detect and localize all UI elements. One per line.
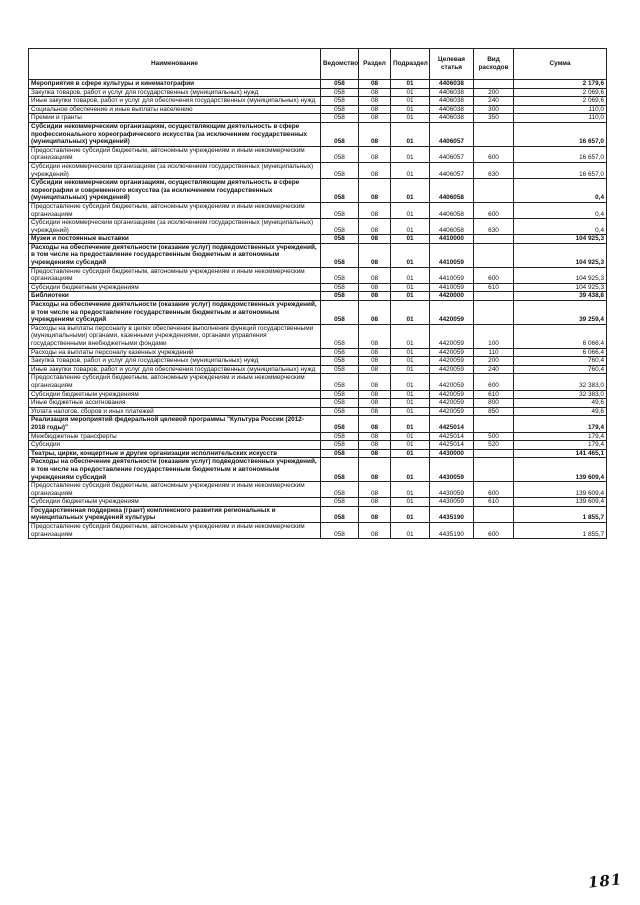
row-name-cell: Субсидии некоммерческим организациям (за исключением государственных (муниципальных) учреждений) <box>29 219 321 235</box>
row-name-cell: Субсидии некоммерческим организациям, осуществляющим деятельность в сфере хореографии и современного искусства (за исключением государственных (муниципальных) учреждений) <box>29 179 321 203</box>
table-row <box>29 219 607 235</box>
row-subsection-cell: 01 <box>391 146 430 162</box>
row-sum-cell: 0,4 <box>514 202 607 218</box>
row-dept-cell: 058 <box>321 80 359 89</box>
table-row <box>29 88 607 97</box>
row-name-cell: Реализация мероприятий федеральной целевой программы "Культура России (2012-2018 годы)" <box>29 416 321 432</box>
row-dept-cell: 058 <box>321 357 359 366</box>
row-subsection-cell: 01 <box>391 441 430 450</box>
row-target-cell: 4406057 <box>430 122 474 146</box>
row-exptype-cell: 500 <box>474 432 514 441</box>
row-sum-cell: 49,6 <box>514 407 607 416</box>
row-sum-cell: 139 609,4 <box>514 498 607 507</box>
row-exptype-cell: 600 <box>474 267 514 283</box>
row-name-cell: Закупка товаров, работ и услуг для государственных (муниципальных) нужд <box>29 357 321 366</box>
row-subsection-cell: 01 <box>391 267 430 283</box>
table-row <box>29 449 607 458</box>
row-section-cell: 08 <box>359 441 391 450</box>
row-subsection-cell: 01 <box>391 80 430 89</box>
row-dept-cell: 058 <box>321 235 359 244</box>
row-dept-cell: 058 <box>321 441 359 450</box>
row-subsection-cell: 01 <box>391 449 430 458</box>
row-exptype-cell: 600 <box>474 523 514 539</box>
row-section-cell: 08 <box>359 80 391 89</box>
row-section-cell: 08 <box>359 498 391 507</box>
row-section-cell: 08 <box>359 374 391 390</box>
page-number: 181 <box>587 870 624 892</box>
row-subsection-cell: 01 <box>391 179 430 203</box>
row-target-cell: 4420059 <box>430 399 474 408</box>
row-exptype-cell: 300 <box>474 105 514 114</box>
header-name: Наименование <box>29 49 321 80</box>
row-dept-cell: 058 <box>321 449 359 458</box>
row-sum-cell: 32 383,0 <box>514 374 607 390</box>
row-subsection-cell: 01 <box>391 506 430 522</box>
row-section-cell: 08 <box>359 179 391 203</box>
row-sum-cell: 0,4 <box>514 219 607 235</box>
table-row <box>29 482 607 498</box>
row-target-cell: 4406038 <box>430 105 474 114</box>
row-subsection-cell: 01 <box>391 432 430 441</box>
row-name-cell: Субсидии бюджетным учреждениям <box>29 498 321 507</box>
row-name-cell: Субсидии некоммерческим организациям, осуществляющим деятельность в сфере профессионального хореографического искусства (за исключением государственных (муниципальных) учреждений) <box>29 122 321 146</box>
row-sum-cell: 49,6 <box>514 399 607 408</box>
row-section-cell: 08 <box>359 301 391 325</box>
row-target-cell: 4420059 <box>430 374 474 390</box>
row-exptype-cell <box>474 235 514 244</box>
row-sum-cell: 104 925,3 <box>514 235 607 244</box>
row-target-cell: 4420059 <box>430 357 474 366</box>
row-target-cell: 4430059 <box>430 458 474 482</box>
row-dept-cell: 058 <box>321 219 359 235</box>
header-target: Целевая статья <box>430 49 474 80</box>
row-sum-cell: 39 259,4 <box>514 301 607 325</box>
row-exptype-cell: 600 <box>474 146 514 162</box>
row-exptype-cell <box>474 458 514 482</box>
row-target-cell: 4420059 <box>430 348 474 357</box>
row-subsection-cell: 01 <box>391 498 430 507</box>
row-exptype-cell: 200 <box>474 88 514 97</box>
row-section-cell: 08 <box>359 390 391 399</box>
header-dept: Ведомство <box>321 49 359 80</box>
row-dept-cell: 058 <box>321 97 359 106</box>
row-sum-cell: 16 657,0 <box>514 162 607 178</box>
row-name-cell: Предоставление субсидий бюджетным, автономным учреждениям и иным некоммерческим организациям <box>29 146 321 162</box>
row-subsection-cell: 01 <box>391 374 430 390</box>
row-exptype-cell: 240 <box>474 97 514 106</box>
row-section-cell: 08 <box>359 523 391 539</box>
row-dept-cell: 058 <box>321 365 359 374</box>
row-subsection-cell: 01 <box>391 219 430 235</box>
row-exptype-cell <box>474 122 514 146</box>
table-row <box>29 357 607 366</box>
budget-table-sheet <box>28 48 606 539</box>
row-subsection-cell: 01 <box>391 390 430 399</box>
table-row <box>29 407 607 416</box>
row-sum-cell: 139 609,4 <box>514 482 607 498</box>
row-subsection-cell: 01 <box>391 407 430 416</box>
row-subsection-cell: 01 <box>391 523 430 539</box>
row-section-cell: 08 <box>359 162 391 178</box>
header-exptype: Вид расходов <box>474 49 514 80</box>
row-name-cell: Предоставление субсидий бюджетным, автономным учреждениям и иным некоммерческим организациям <box>29 267 321 283</box>
row-target-cell: 4406038 <box>430 97 474 106</box>
table-row <box>29 390 607 399</box>
row-subsection-cell: 01 <box>391 324 430 348</box>
row-exptype-cell: 630 <box>474 219 514 235</box>
row-subsection-cell: 01 <box>391 243 430 267</box>
row-section-cell: 08 <box>359 202 391 218</box>
row-name-cell: Субсидии бюджетным учреждениям <box>29 390 321 399</box>
row-subsection-cell: 01 <box>391 202 430 218</box>
row-exptype-cell: 240 <box>474 365 514 374</box>
row-section-cell: 08 <box>359 146 391 162</box>
row-dept-cell: 058 <box>321 202 359 218</box>
row-dept-cell: 058 <box>321 301 359 325</box>
row-name-cell: Предоставление субсидий бюджетным, автономным учреждениям и иным некоммерческим организациям <box>29 374 321 390</box>
row-sum-cell: 104 925,3 <box>514 267 607 283</box>
row-exptype-cell: 100 <box>474 324 514 348</box>
table-row <box>29 97 607 106</box>
row-section-cell: 08 <box>359 365 391 374</box>
row-sum-cell: 104 925,3 <box>514 243 607 267</box>
table-row <box>29 458 607 482</box>
row-target-cell: 4430000 <box>430 449 474 458</box>
row-target-cell: 4406038 <box>430 88 474 97</box>
row-target-cell: 4406058 <box>430 179 474 203</box>
row-target-cell: 4425014 <box>430 432 474 441</box>
row-dept-cell: 058 <box>321 432 359 441</box>
row-section-cell: 08 <box>359 357 391 366</box>
row-exptype-cell <box>474 292 514 301</box>
row-subsection-cell: 01 <box>391 357 430 366</box>
row-sum-cell: 2 179,6 <box>514 80 607 89</box>
table-row <box>29 432 607 441</box>
row-dept-cell: 058 <box>321 243 359 267</box>
row-target-cell: 4420059 <box>430 390 474 399</box>
row-sum-cell: 104 925,3 <box>514 283 607 292</box>
table-row <box>29 146 607 162</box>
header-subsection: Подраздел <box>391 49 430 80</box>
row-sum-cell: 32 383,0 <box>514 390 607 399</box>
row-target-cell: 4425014 <box>430 441 474 450</box>
header-sum: Сумма <box>514 49 607 80</box>
row-sum-cell: 16 657,0 <box>514 146 607 162</box>
row-name-cell: Субсидии <box>29 441 321 450</box>
row-sum-cell: 110,0 <box>514 114 607 123</box>
table-row <box>29 243 607 267</box>
row-name-cell: Уплата налогов, сборов и иных платежей <box>29 407 321 416</box>
row-target-cell: 4406038 <box>430 80 474 89</box>
table-row <box>29 498 607 507</box>
row-section-cell: 08 <box>359 283 391 292</box>
row-section-cell: 08 <box>359 105 391 114</box>
row-name-cell: Государственная поддержка (грант) комплексного развития региональных и муниципальных учреждений культуры <box>29 506 321 522</box>
row-sum-cell: 6 066,4 <box>514 324 607 348</box>
table-row <box>29 301 607 325</box>
row-dept-cell: 058 <box>321 146 359 162</box>
row-dept-cell: 058 <box>321 482 359 498</box>
row-exptype-cell: 610 <box>474 283 514 292</box>
row-exptype-cell <box>474 416 514 432</box>
table-row <box>29 365 607 374</box>
row-dept-cell: 058 <box>321 162 359 178</box>
row-sum-cell: 2 069,6 <box>514 97 607 106</box>
row-exptype-cell: 610 <box>474 390 514 399</box>
table-row <box>29 441 607 450</box>
row-target-cell: 4430059 <box>430 498 474 507</box>
row-target-cell: 4406058 <box>430 202 474 218</box>
row-target-cell: 4420059 <box>430 301 474 325</box>
row-name-cell: Премии и гранты <box>29 114 321 123</box>
row-subsection-cell: 01 <box>391 162 430 178</box>
row-name-cell: Иные закупки товаров, работ и услуг для обеспечения государственных (муниципальных) нужд <box>29 365 321 374</box>
row-subsection-cell: 01 <box>391 458 430 482</box>
row-section-cell: 08 <box>359 243 391 267</box>
row-dept-cell: 058 <box>321 324 359 348</box>
row-subsection-cell: 01 <box>391 235 430 244</box>
row-exptype-cell <box>474 301 514 325</box>
row-section-cell: 08 <box>359 235 391 244</box>
row-dept-cell: 058 <box>321 523 359 539</box>
row-target-cell: 4425014 <box>430 416 474 432</box>
row-name-cell: Предоставление субсидий бюджетным, автономным учреждениям и иным некоммерческим организациям <box>29 523 321 539</box>
row-subsection-cell: 01 <box>391 105 430 114</box>
row-section-cell: 08 <box>359 449 391 458</box>
row-subsection-cell: 01 <box>391 283 430 292</box>
row-target-cell: 4420059 <box>430 365 474 374</box>
row-dept-cell: 058 <box>321 399 359 408</box>
row-name-cell: Закупка товаров, работ и услуг для государственных (муниципальных) нужд <box>29 88 321 97</box>
row-section-cell: 08 <box>359 506 391 522</box>
row-sum-cell: 179,4 <box>514 432 607 441</box>
row-exptype-cell <box>474 243 514 267</box>
row-name-cell: Расходы на выплаты персоналу в целях обеспечения выполнения функций государственными (муниципальными) органами, казенными учреждениями, органами управления государственными внебюджетными фондами <box>29 324 321 348</box>
row-sum-cell: 110,0 <box>514 105 607 114</box>
row-sum-cell: 179,4 <box>514 441 607 450</box>
row-sum-cell: 16 657,0 <box>514 122 607 146</box>
row-dept-cell: 058 <box>321 407 359 416</box>
row-target-cell: 4420059 <box>430 324 474 348</box>
row-section-cell: 08 <box>359 292 391 301</box>
row-dept-cell: 058 <box>321 416 359 432</box>
row-dept-cell: 058 <box>321 458 359 482</box>
table-row <box>29 179 607 203</box>
row-subsection-cell: 01 <box>391 122 430 146</box>
row-target-cell: 4420000 <box>430 292 474 301</box>
row-exptype-cell: 850 <box>474 407 514 416</box>
row-subsection-cell: 01 <box>391 97 430 106</box>
row-dept-cell: 058 <box>321 498 359 507</box>
row-section-cell: 08 <box>359 432 391 441</box>
row-name-cell: Музеи и постоянные выставки <box>29 235 321 244</box>
row-name-cell: Межбюджетные трансферты <box>29 432 321 441</box>
row-section-cell: 08 <box>359 122 391 146</box>
row-target-cell: 4406058 <box>430 219 474 235</box>
row-sum-cell: 139 609,4 <box>514 458 607 482</box>
row-dept-cell: 058 <box>321 374 359 390</box>
row-subsection-cell: 01 <box>391 416 430 432</box>
row-sum-cell: 179,4 <box>514 416 607 432</box>
row-section-cell: 08 <box>359 97 391 106</box>
row-subsection-cell: 01 <box>391 399 430 408</box>
row-dept-cell: 058 <box>321 506 359 522</box>
row-target-cell: 4435190 <box>430 506 474 522</box>
row-sum-cell: 141 465,1 <box>514 449 607 458</box>
table-row <box>29 416 607 432</box>
row-sum-cell: 1 855,7 <box>514 506 607 522</box>
row-dept-cell: 058 <box>321 179 359 203</box>
row-exptype-cell <box>474 179 514 203</box>
row-target-cell: 4430059 <box>430 482 474 498</box>
table-row <box>29 122 607 146</box>
row-name-cell: Расходы на обеспечение деятельности (оказание услуг) подведомственных учреждений, в том числе на предоставление государственным бюджетным и автономным учреждениям субсидий <box>29 458 321 482</box>
row-dept-cell: 058 <box>321 348 359 357</box>
row-section-cell: 08 <box>359 348 391 357</box>
row-subsection-cell: 01 <box>391 365 430 374</box>
row-dept-cell: 058 <box>321 390 359 399</box>
row-exptype-cell <box>474 449 514 458</box>
table-row <box>29 80 607 89</box>
row-name-cell: Мероприятия в сфере культуры и кинематографии <box>29 80 321 89</box>
table-row <box>29 283 607 292</box>
row-subsection-cell: 01 <box>391 88 430 97</box>
row-dept-cell: 058 <box>321 292 359 301</box>
row-subsection-cell: 01 <box>391 301 430 325</box>
table-row <box>29 162 607 178</box>
header-section: Раздел <box>359 49 391 80</box>
table-row <box>29 374 607 390</box>
row-name-cell: Предоставление субсидий бюджетным, автономным учреждениям и иным некоммерческим организациям <box>29 202 321 218</box>
row-subsection-cell: 01 <box>391 348 430 357</box>
table-row <box>29 202 607 218</box>
table-row <box>29 324 607 348</box>
table-header-row <box>29 49 607 80</box>
row-name-cell: Расходы на выплаты персоналу казенных учреждений <box>29 348 321 357</box>
table-row <box>29 399 607 408</box>
row-target-cell: 4410059 <box>430 243 474 267</box>
row-exptype-cell: 600 <box>474 482 514 498</box>
row-exptype-cell: 110 <box>474 348 514 357</box>
row-exptype-cell <box>474 506 514 522</box>
row-sum-cell: 6 066,4 <box>514 348 607 357</box>
row-exptype-cell: 610 <box>474 498 514 507</box>
row-section-cell: 08 <box>359 219 391 235</box>
row-exptype-cell: 520 <box>474 441 514 450</box>
row-exptype-cell: 350 <box>474 114 514 123</box>
row-name-cell: Расходы на обеспечение деятельности (оказание услуг) подведомственных учреждений, в том числе на предоставление государственным бюджетным и автономным учреждениям субсидий <box>29 243 321 267</box>
row-target-cell: 4420059 <box>430 407 474 416</box>
table-row <box>29 235 607 244</box>
row-name-cell: Библиотеки <box>29 292 321 301</box>
table-row <box>29 267 607 283</box>
row-section-cell: 08 <box>359 407 391 416</box>
row-exptype-cell: 600 <box>474 374 514 390</box>
row-dept-cell: 058 <box>321 105 359 114</box>
row-sum-cell: 39 438,8 <box>514 292 607 301</box>
row-sum-cell: 2 069,6 <box>514 88 607 97</box>
row-section-cell: 08 <box>359 267 391 283</box>
row-section-cell: 08 <box>359 416 391 432</box>
row-sum-cell: 760,4 <box>514 365 607 374</box>
row-sum-cell: 0,4 <box>514 179 607 203</box>
row-exptype-cell: 600 <box>474 202 514 218</box>
row-section-cell: 08 <box>359 88 391 97</box>
row-exptype-cell <box>474 80 514 89</box>
row-target-cell: 4435190 <box>430 523 474 539</box>
row-name-cell: Предоставление субсидий бюджетным, автономным учреждениям и иным некоммерческим организациям <box>29 482 321 498</box>
row-section-cell: 08 <box>359 458 391 482</box>
row-name-cell: Театры, цирки, концертные и другие организации исполнительских искусств <box>29 449 321 458</box>
table-row <box>29 114 607 123</box>
row-exptype-cell: 630 <box>474 162 514 178</box>
budget-table <box>28 48 607 539</box>
row-dept-cell: 058 <box>321 114 359 123</box>
table-row <box>29 105 607 114</box>
row-subsection-cell: 01 <box>391 482 430 498</box>
row-name-cell: Социальное обеспечение и иные выплаты населению <box>29 105 321 114</box>
row-exptype-cell: 800 <box>474 399 514 408</box>
row-section-cell: 08 <box>359 114 391 123</box>
row-section-cell: 08 <box>359 399 391 408</box>
table-row <box>29 292 607 301</box>
row-section-cell: 08 <box>359 324 391 348</box>
row-name-cell: Субсидии некоммерческим организациям (за исключением государственных (муниципальных) учреждений) <box>29 162 321 178</box>
row-dept-cell: 058 <box>321 122 359 146</box>
row-sum-cell: 760,4 <box>514 357 607 366</box>
row-target-cell: 4410059 <box>430 283 474 292</box>
table-row <box>29 506 607 522</box>
row-target-cell: 4410059 <box>430 267 474 283</box>
row-name-cell: Иные бюджетные ассигнования <box>29 399 321 408</box>
row-sum-cell: 1 855,7 <box>514 523 607 539</box>
row-section-cell: 08 <box>359 482 391 498</box>
row-target-cell: 4410000 <box>430 235 474 244</box>
table-row <box>29 348 607 357</box>
row-dept-cell: 058 <box>321 267 359 283</box>
row-target-cell: 4406057 <box>430 162 474 178</box>
row-name-cell: Иные закупки товаров, работ и услуг для обеспечения государственных (муниципальных) нужд <box>29 97 321 106</box>
row-subsection-cell: 01 <box>391 292 430 301</box>
row-subsection-cell: 01 <box>391 114 430 123</box>
table-row <box>29 523 607 539</box>
row-name-cell: Расходы на обеспечение деятельности (оказание услуг) подведомственных учреждений, в том числе на предоставление государственным бюджетным и автономным учреждениям субсидий <box>29 301 321 325</box>
row-target-cell: 4406038 <box>430 114 474 123</box>
row-dept-cell: 058 <box>321 283 359 292</box>
row-exptype-cell: 200 <box>474 357 514 366</box>
row-dept-cell: 058 <box>321 88 359 97</box>
row-target-cell: 4406057 <box>430 146 474 162</box>
row-name-cell: Субсидии бюджетным учреждениям <box>29 283 321 292</box>
